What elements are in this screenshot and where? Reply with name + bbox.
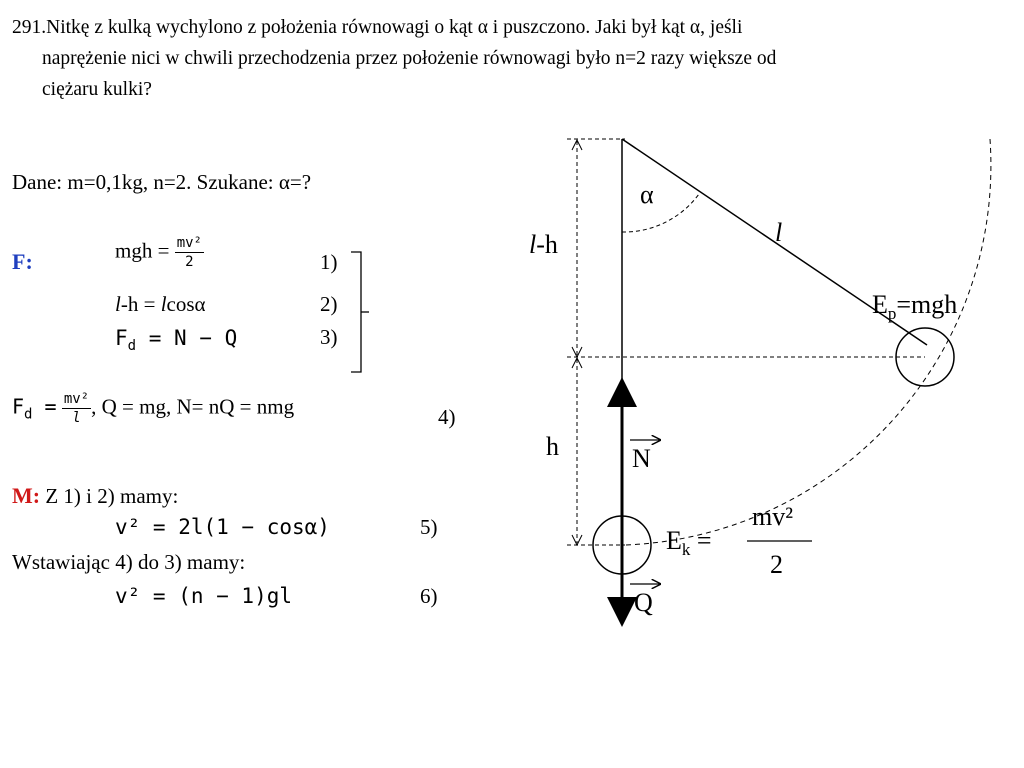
eq4-lhs: F <box>12 394 25 419</box>
n-label: N <box>632 444 651 473</box>
ek-numerator: mv² <box>752 502 794 531</box>
problem-line-1: 291.Nitkę z kulką wychylono z położenia równowagi o kąt α i puszczono. Jaki był kąt α, jeśli <box>12 17 743 38</box>
physics-label: F: <box>12 249 33 274</box>
eq5-ref: 5) <box>420 515 438 539</box>
eq6-ref: 6) <box>420 584 438 608</box>
eq2-mid: -h = <box>120 292 161 316</box>
ek-eq: = <box>696 526 712 555</box>
eq3-sub: d <box>127 338 137 355</box>
eq4-ref: 4) <box>438 405 456 429</box>
equation-5: v² = 2l(1 − cosα) <box>115 515 330 539</box>
ep-label <box>872 290 957 324</box>
ek-denominator: 2 <box>770 550 783 579</box>
ep-rest: =mgh <box>896 290 958 319</box>
ep-sub: p <box>887 304 897 324</box>
substitution-intro: Wstawiając 4) do 3) mamy: <box>12 550 246 574</box>
equation-6: v² = (n − 1)gl <box>115 584 293 608</box>
eq1-denominator: 2 <box>185 254 194 270</box>
swing-arc <box>625 139 991 545</box>
ek-e: E <box>666 526 682 555</box>
eq2-ref: 2) <box>320 292 338 316</box>
l-minus-h-rest: -h <box>536 230 558 259</box>
eq2-l1: l <box>115 292 121 316</box>
eq3-lhs: F <box>115 326 128 350</box>
math-intro-text: Z 1) i 2) mamy: <box>40 484 179 508</box>
problem-line-3: ciężaru kulki? <box>42 79 152 100</box>
eq4-rest: , Q = mg, N= nQ = nmg <box>91 394 295 419</box>
eq1-numerator: mv² <box>176 235 202 251</box>
ep-e: E <box>872 290 888 319</box>
eq4-numerator: mv² <box>63 391 90 407</box>
eq3-rhs: = N − Q <box>136 326 238 350</box>
given-data: Dane: m=0,1kg, n=2. Szukane: α=? <box>12 170 312 194</box>
eq4-sub: d <box>24 406 33 423</box>
l-minus-h-l: l <box>529 230 537 259</box>
problem-line-2: naprężenie nici w chwili przechodzenia przez położenie równowagi było n=2 razy większe od <box>42 48 777 69</box>
eq2-l2: l <box>160 292 167 316</box>
eq2-rest: cosα <box>166 292 206 316</box>
eq4-eq: = <box>32 394 57 419</box>
l-minus-h-label <box>529 230 558 260</box>
length-label: l <box>775 218 783 247</box>
eq3-ref: 3) <box>320 325 338 349</box>
eq1-ref: 1) <box>320 250 338 274</box>
ek-label <box>666 526 712 560</box>
alpha-label: α <box>640 180 654 209</box>
ek-sub: k <box>681 540 691 560</box>
eq1-lhs: mgh = <box>115 238 170 263</box>
math-label: M: <box>12 483 41 508</box>
q-label: Q <box>634 588 653 617</box>
h-label: h <box>546 432 559 461</box>
angle-arc <box>622 194 699 232</box>
eq4-denominator: l <box>72 410 81 426</box>
